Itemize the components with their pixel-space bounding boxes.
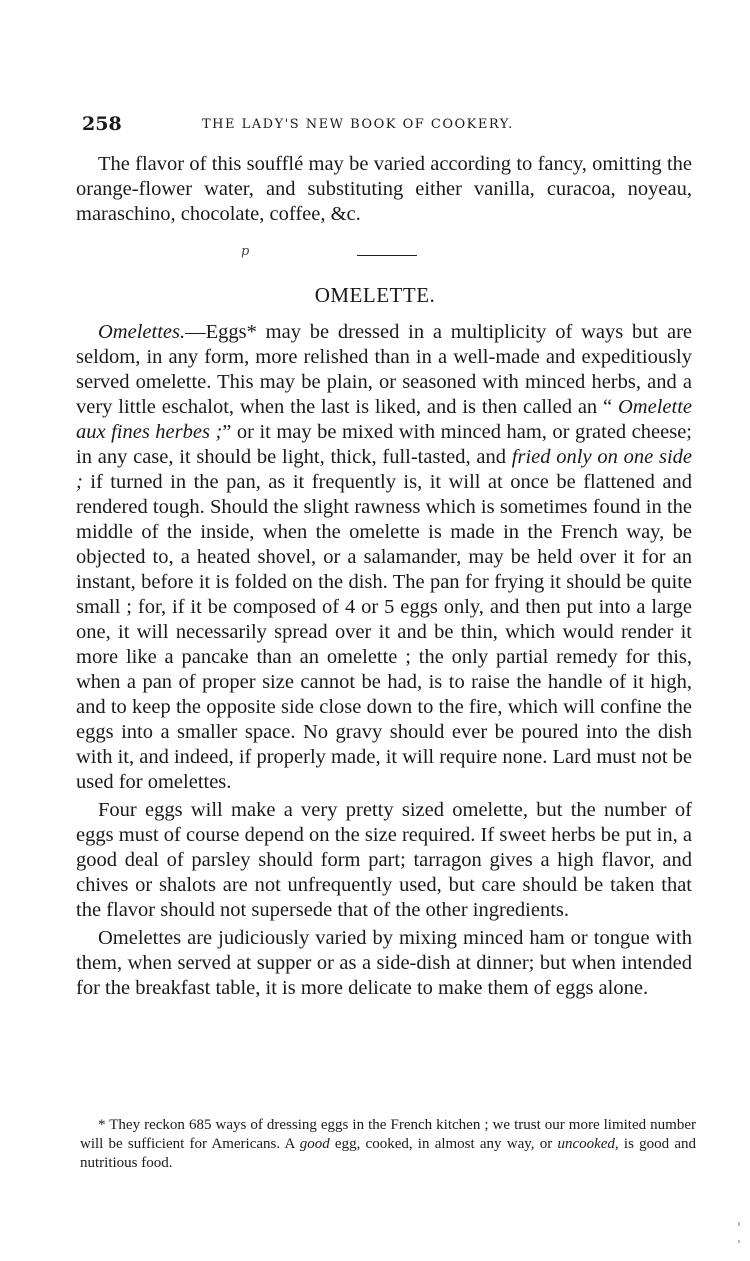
paragraph-varied: Omelettes are judiciously varied by mixing minced ham or tongue with them, when served at supper or as a side-dish at dinner; but when intended for the breakfast table, it is more delicate to make them of eggs alone. <box>76 927 692 999</box>
paragraph-text: if turned in the pan, as it frequently is, it will at once be flattened and rendered tough. Should the slight rawness which is sometimes found in the middle of the inside, when the omelette is made in the French way, be objected to, a heated shovel, or a salamander, may be held over it for an instant, before it is folded on the dish. The pan for frying it should be quite small ; for, if it be composed of 4 or 5 eggs only, and then put into a large one, it will necessarily spread over it and be thin, which would render it more like a pancake than an omelette ; the only partial remedy for this, when a pan of proper size cannot be had, is to raise the handle of it high, and to keep the opposite side close down to the fire, which will confine the eggs into a smaller space. No gravy should ever be poured into the dish with it, and indeed, if properly made, it will require none. Lard must not be used for omelettes. <box>76 471 692 793</box>
footnote <box>80 1116 696 1173</box>
scan-speck <box>738 1222 740 1226</box>
footnote-italic: good <box>299 1136 330 1152</box>
section-title: OMELETTE. <box>314 283 436 307</box>
footnote-part: * They reckon 685 ways of dressing eggs in the French kitchen ; we trust our more limited number will be sufficient for Americans. A <box>80 1117 696 1152</box>
paragraph-four-eggs: Four eggs will make a very pretty sized omelette, but the number of eggs must of course depend on the size required. If sweet herbs be put in, a good deal of parsley should form part; tarragon gives a high flavor, and chives or shalots are not unfrequently used, but care should be taken that the flavor should not supersede that of the other ingredients. <box>76 799 692 921</box>
intro-paragraph: The flavor of this soufflé may be varied according to fancy, omitting the orange-flower water, and substituting either vanilla, curacoa, noyeau, maraschino, chocolate, coffee, &c. <box>76 153 692 225</box>
footnote-text <box>80 1116 696 1173</box>
footnote-part: is good and nutritious food. <box>80 1136 696 1171</box>
italic-phrase: fried only on one side ; <box>76 446 692 493</box>
footnote-part: egg, cooked, in almost any way, or <box>329 1136 558 1152</box>
footnote-italic: uncooked, <box>557 1136 619 1152</box>
section-body <box>76 320 692 1001</box>
italic-phrase: Omelette aux fines herbes ; <box>76 396 692 443</box>
divider-mark: p <box>241 244 250 259</box>
section-divider <box>357 255 417 256</box>
intro-paragraph-block <box>76 152 692 227</box>
running-title: THE LADY'S NEW BOOK OF COOKERY. <box>202 117 514 132</box>
page-number: 258 <box>82 113 122 135</box>
running-head <box>82 113 682 137</box>
paragraph-text: —Eggs* may be dressed in a multiplicity of ways but are seldom, in any form, more relished than in a well-made and expeditiously served omelette. This may be plain, or seasoned with minced herbs, and a very little eschalot, when the last is liked, and is then called an “ <box>76 321 692 418</box>
paragraph-text: ” or it may be mixed with minced ham, or grated cheese; in any case, it should be light, thick, full-tasted, and <box>76 421 692 468</box>
scan-speck <box>738 1240 740 1243</box>
paragraph-omelettes <box>76 320 692 795</box>
paragraph-lead: Omelettes. <box>98 321 186 343</box>
